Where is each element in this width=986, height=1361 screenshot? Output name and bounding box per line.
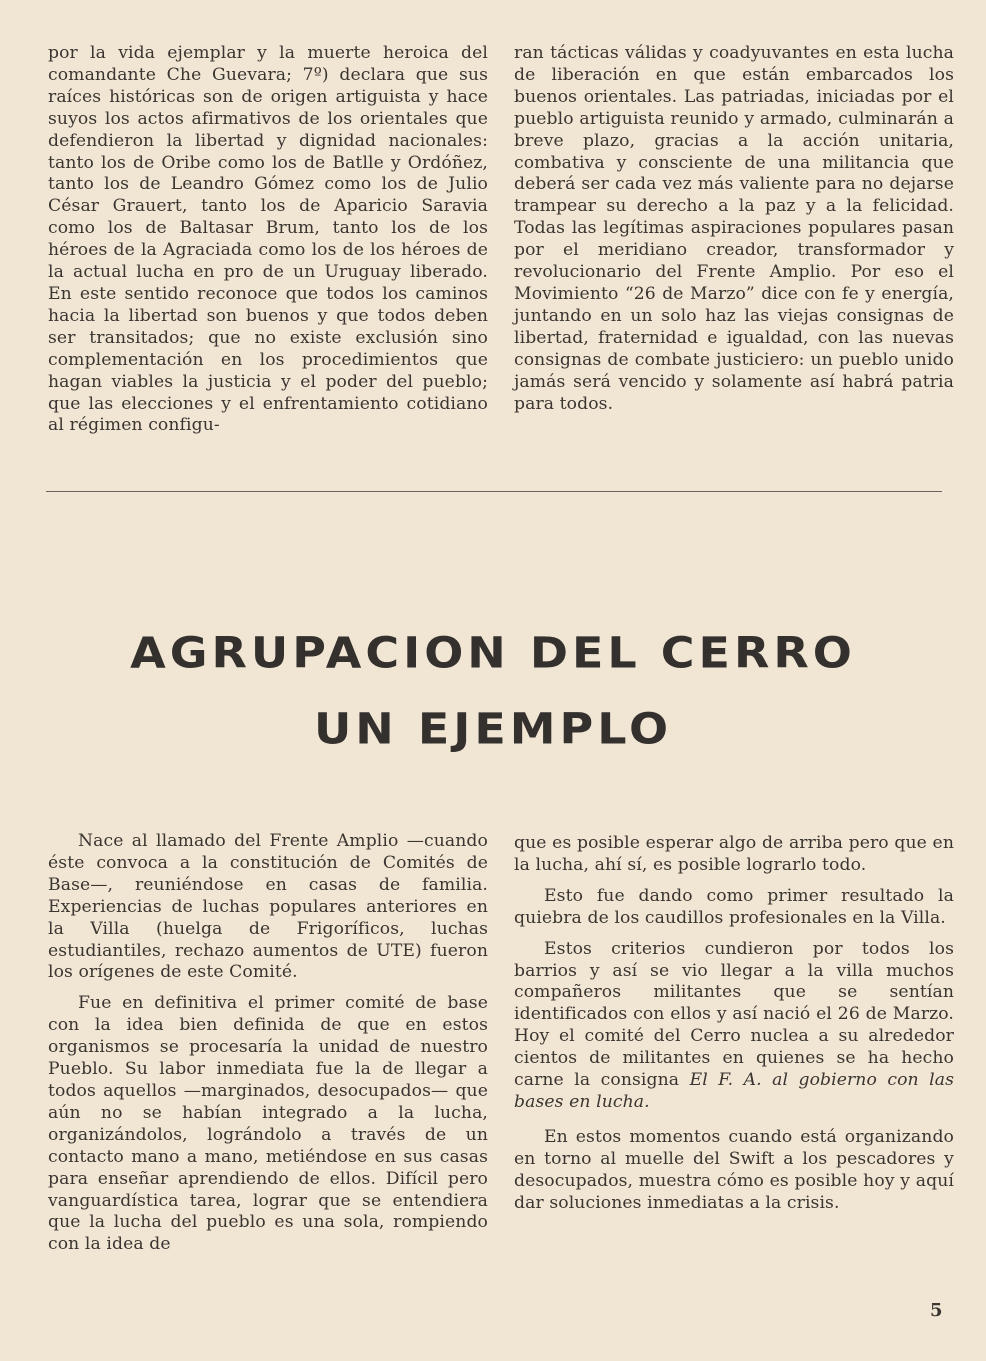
- article-right-column: [514, 833, 954, 1215]
- headline-line-2: UN EJEMPLO: [313, 704, 673, 754]
- article-paragraph: Fue en definitiva el primer comité de base con la idea bien definida de que en estos organismos se procesaría la unidad de nuestro Pueblo. Su labor inmediata fue la de llegar a todos aquellos —marginados, desocupados— que aún no se habían integrado a la lucha, organizándolos, lográndolo a través de un contacto mano a mano, metiéndose en sus casas para enseñar aprendiendo de ellos. Difícil pero vanguardística tarea, lograr que se entendiera que la lucha del pueblo es una sola, rompiendo con la idea de: [48, 993, 488, 1255]
- slogan-italic: El F. A. al gobierno con las bases en lucha.: [514, 1070, 954, 1112]
- paragraph-text: Estos criterios cundieron por todos los barrios y así se vio llegar a la villa muchos compañeros militantes que se sentían identificados con ellos y así nació el 26 de Marzo. Hoy el comité del Cerro nuclea a su alrededor cientos de militantes en quienes se ha hecho carne la consigna: [514, 938, 954, 1091]
- top-right-column: [514, 43, 954, 415]
- article-paragraph: [514, 939, 954, 1114]
- article-paragraph: Nace al llamado del Frente Amplio —cuando éste convoca a la constitución de Comités de Base—, reuniéndose en casas de familia. Experiencias de luchas populares anteriores en la Villa (huelga de Frigoríficos, luchas estudiantiles, rechazo aumentos de UTE) fueron los orígenes de este Comité.: [48, 831, 488, 983]
- page-number: 5: [930, 1300, 943, 1321]
- top-right-text: ran tácticas válidas y coadyuvantes en esta lucha de liberación en que están embarcados los buenos orientales. Las patriadas, iniciadas por el pueblo artiguista reunido y armado, culminarán a breve plazo, gracias a la acción unitaria, combativa y consciente de una militancia que deberá ser cada vez más valiente para no dejarse trampear su derecho a la paz y a la felicidad. Todas las legítimas aspiraciones populares pasan por el meridiano creador, transformador y revolucionario del Frente Amplio. Por eso el Movimiento “26 de Marzo” dice con fe y energía, juntando en un solo haz las viejas consignas de libertad, fraternidad e igualdad, con las nuevas consignas de combate justiciero: un pueblo unido jamás será vencido y solamente así habrá patria para todos.: [514, 43, 954, 414]
- headline-line-1: AGRUPACION DEL CERRO: [130, 628, 856, 678]
- section-divider: [46, 491, 942, 492]
- top-left-text: por la vida ejemplar y la muerte heroica del comandante Che Guevara; 7º) declara que sus raíces históricas son de origen artiguista y hace suyos los actos afirmativos de los orientales que defendieron la libertad y dignidad nacionales: tanto los de Oribe como los de Batlle y Ordóñez, tanto los de Leandro Gómez como los de Julio César Grauert, tanto los de Aparicio Saravia como los de Baltasar Brum, tanto los de los héroes de la Agraciada como los de los héroes de la actual lucha en pro de un Uruguay liberado. En este sentido reconoce que todos los caminos hacia la libertad son buenos y que todos deben ser transitados; que no existe exclusión sino complementación en los procedimientos que hagan viables la justicia y el poder del pueblo; que las elecciones y el enfrentamiento cotidiano al régimen configu-: [48, 43, 488, 436]
- top-left-column: [48, 43, 488, 437]
- article-continuation: que es posible esperar algo de arriba pero que en la lucha, ahí sí, es posible lograrlo todo.: [514, 833, 954, 875]
- article-left-column: [48, 831, 488, 1256]
- article-paragraph: Esto fue dando como primer resultado la quiebra de los caudillos profesionales en la Villa.: [514, 885, 954, 928]
- article-paragraph: En estos momentos cuando está organizando en torno al muelle del Swift a los pescadores y desocupados, muestra cómo es posible hoy y aquí dar soluciones inmediatas a la crisis.: [514, 1126, 954, 1213]
